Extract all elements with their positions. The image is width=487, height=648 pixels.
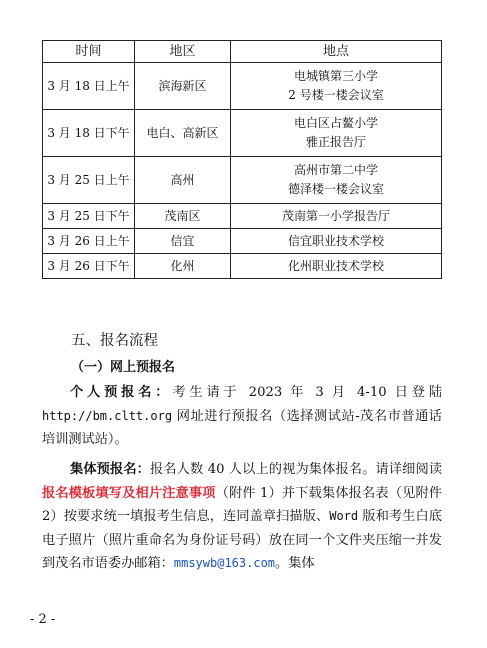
group-text: 报名人数 40 人以上的视为集体报名。请详细阅读 [150, 462, 443, 477]
table-row [43, 204, 442, 229]
individual-label: 个人预报名： [70, 385, 173, 400]
schedule-table [42, 40, 442, 279]
group-registration-paragraph [42, 458, 442, 576]
cell-time: 3 月 18 日上午 [43, 63, 135, 110]
cell-place: 化州职业技术学校 [231, 254, 442, 279]
cell-time: 3 月 18 日下午 [43, 110, 135, 157]
group-text-end: 。集体 [275, 556, 315, 571]
cell-region: 信宜 [135, 229, 231, 254]
word-format-text: Word [329, 509, 359, 523]
cell-place [231, 63, 442, 110]
place-line: 电白区占鳌小学 [293, 116, 378, 130]
individual-registration-paragraph [42, 381, 442, 452]
cell-region: 化州 [135, 254, 231, 279]
cell-time: 3 月 25 日下午 [43, 204, 135, 229]
place-line: 德泽楼一楼会议室 [287, 182, 384, 196]
group-label: 集体预报名： [70, 462, 151, 477]
cell-time: 3 月 26 日下午 [43, 254, 135, 279]
cell-region: 高州 [135, 157, 231, 204]
table-header-row [43, 41, 442, 63]
template-notes-highlight: 报名模板填写及相片注意事项 [42, 485, 216, 501]
cell-place [231, 157, 442, 204]
registration-url-link[interactable]: http://bm.cltt.org [42, 408, 173, 423]
place-line: 电城镇第三小学 [293, 69, 378, 83]
page-number: - 2 - [30, 612, 56, 627]
table-row [43, 157, 442, 204]
individual-text: 考生请于 2023 年 3 月 4-10 日登陆 [172, 385, 443, 400]
header-time: 时间 [43, 41, 135, 63]
place-line: 高州市第二中学 [293, 163, 378, 177]
cell-time: 3 月 26 日上午 [43, 229, 135, 254]
place-line: 2 号楼一楼会议室 [288, 88, 384, 102]
cell-place: 茂南第一小学报告厅 [231, 204, 442, 229]
cell-region: 茂南区 [135, 204, 231, 229]
cell-time: 3 月 25 日上午 [43, 157, 135, 204]
cell-place [231, 110, 442, 157]
group-text-cont: （附件 1）并下载集体报名表（见附件 2）按要求统一填报考生信息，连同盖章扫描版、 [42, 485, 442, 524]
header-region: 地区 [135, 41, 231, 63]
subsection-heading: （一）网上预报名 [71, 360, 176, 375]
cell-region: 滨海新区 [135, 63, 231, 110]
section-heading: 五、报名流程 [71, 333, 158, 349]
email-link[interactable]: mmsywb@163.com [173, 556, 276, 570]
table-row [43, 254, 442, 279]
cell-place: 信宜职业技术学校 [231, 229, 442, 254]
individual-text-cont: 网址进行预报名（选择测试站-茂名市普通话培训测试站）。 [42, 408, 442, 447]
cell-region: 电白、高新区 [135, 110, 231, 157]
header-place: 地点 [231, 41, 442, 63]
group-text-cont2: 版和考生白底电子照片（照片重命名为身份证号码）放在同一个文件夹压缩一并发到茂名市语委办邮箱： [42, 509, 442, 571]
table-row [43, 63, 442, 110]
place-line: 雅正报告厅 [305, 135, 366, 149]
table-row [43, 110, 442, 157]
table-row [43, 229, 442, 254]
